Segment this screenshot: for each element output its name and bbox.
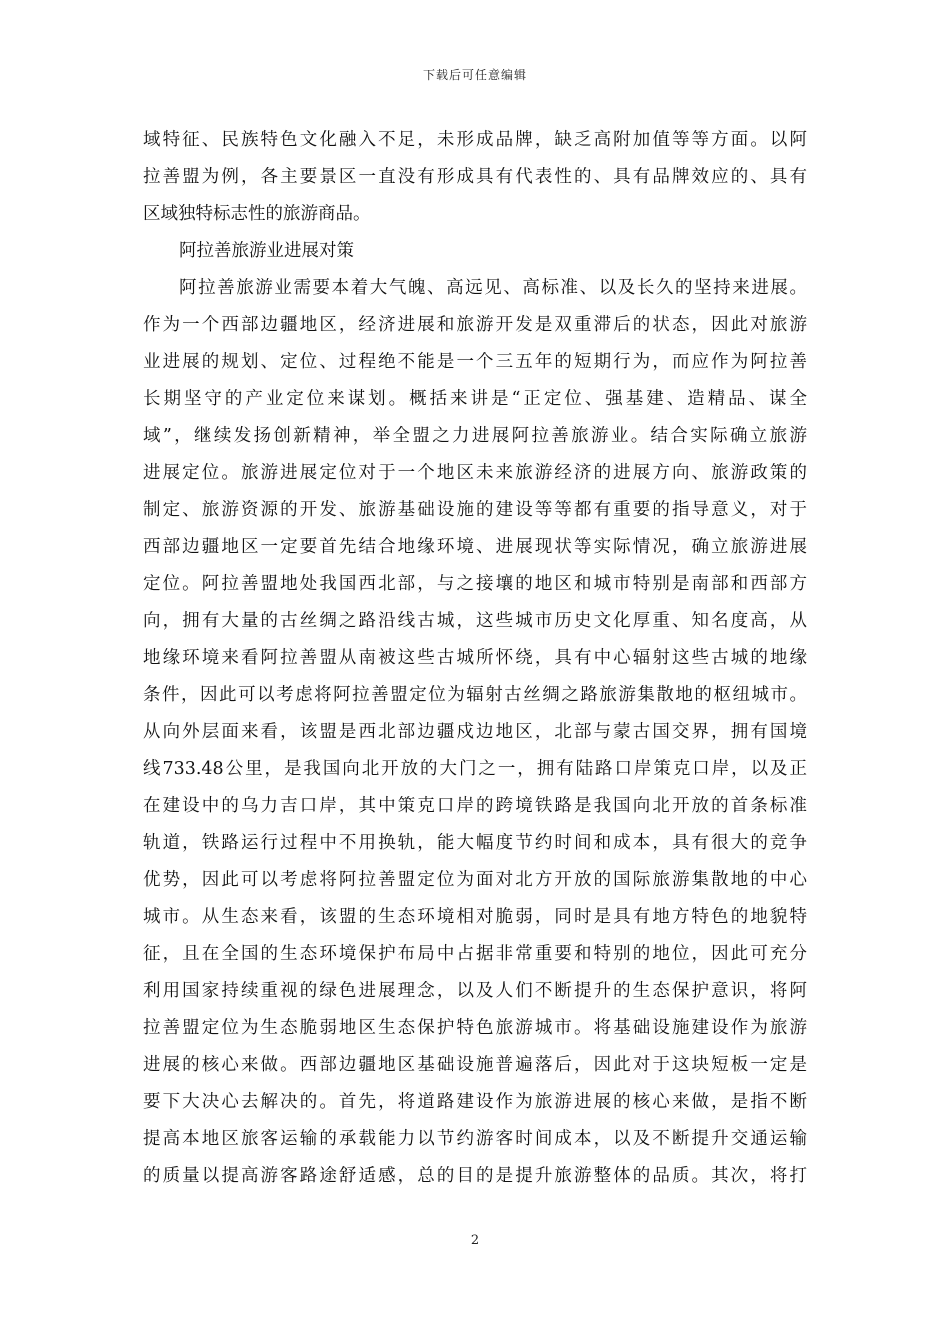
text-line: 城市。从生态来看，该盟的生态环境相对脆弱，同时是具有地方特色的地貌特: [143, 907, 807, 927]
text-line: 进展的核心来做。西部边疆地区基础设施普遍落后，因此对于这块短板一定是: [143, 1055, 807, 1075]
document-body: [143, 122, 807, 1232]
text-line: 拉善盟为例，各主要景区一直没有形成具有代表性的、具有品牌效应的、具有: [143, 167, 807, 187]
text-line: 区域独特标志性的旅游商品。: [143, 204, 371, 224]
page-header: 下载后可任意编辑: [422, 68, 527, 82]
text-line: [143, 1195, 807, 1232]
text-line: 线733.48公里，是我国向北开放的大门之一，拥有陆路口岸策克口岸，以及正: [143, 759, 807, 779]
text-line: 向，拥有大量的古丝绸之路沿线古城，这些城市历史文化厚重、知名度高，从: [143, 611, 807, 631]
text-line: 在建设中的乌力吉口岸，其中策克口岸的跨境铁路是我国向北开放的首条标准: [143, 796, 807, 816]
text-line: 业进展的规划、定位、过程绝不能是一个三五年的短期行为，而应作为阿拉善: [143, 352, 807, 372]
text-line: 西部边疆地区一定要首先结合地缘环境、进展现状等实际情况，确立旅游进展: [143, 537, 807, 557]
text-line: 制定、旅游资源的开发、旅游基础设施的建设等等都有重要的指导意义，对于: [143, 500, 807, 520]
text-line: 阿拉善旅游业需要本着大气魄、高远见、高标准、以及长久的坚持来进展。: [179, 278, 807, 298]
text-line: 提高本地区旅客运输的承载能力以节约游客时间成本，以及不断提升交通运输: [143, 1129, 807, 1149]
text-line: 地缘环境来看阿拉善盟从南被这些古城所怀绕，具有中心辐射这些古城的地缘: [143, 648, 807, 668]
text-line: 要下大决心去解决的。首先，将道路建设作为旅游进展的核心来做，是指不断: [143, 1092, 807, 1112]
text-line: 进展定位。旅游进展定位对于一个地区未来旅游经济的进展方向、旅游政策的: [143, 463, 807, 483]
text-line: 条件，因此可以考虑将阿拉善盟定位为辐射古丝绸之路旅游集散地的枢纽城市。: [143, 685, 807, 705]
section-heading: 阿拉善旅游业进展对策: [179, 241, 354, 261]
text-line: 作为一个西部边疆地区，经济进展和旅游开发是双重滞后的状态，因此对旅游: [143, 315, 807, 335]
text-line: 拉善盟定位为生态脆弱地区生态保护特色旅游城市。将基础设施建设作为旅游: [143, 1018, 807, 1038]
text-line: 优势，因此可以考虑将阿拉善盟定位为面对北方开放的国际旅游集散地的中心: [143, 870, 807, 890]
text-line: 域”，继续发扬创新精神，举全盟之力进展阿拉善旅游业。结合实际确立旅游: [143, 426, 807, 446]
text-line: 轨道，铁路运行过程中不用换轨，能大幅度节约时间和成本，具有很大的竞争: [143, 833, 807, 853]
text-line: 的质量以提高游客路途舒适感，总的目的是提升旅游整体的品质。其次，将打: [143, 1166, 807, 1186]
text-line: 长期坚守的产业定位来谋划。概括来讲是“正定位、强基建、造精品、谋全: [143, 389, 807, 409]
text-line: 域特征、民族特色文化融入不足，未形成品牌，缺乏高附加值等等方面。以阿: [143, 130, 807, 150]
text-line: 征，且在全国的生态环境保护布局中占据非常重要和特别的地位，因此可充分: [143, 944, 807, 964]
page-number: 2: [470, 1233, 480, 1248]
text-line: 定位。阿拉善盟地处我国西北部，与之接壤的地区和城市特别是南部和西部方: [143, 574, 807, 594]
text-line: 利用国家持续重视的绿色进展理念，以及人们不断提升的生态保护意识，将阿: [143, 981, 807, 1001]
text-line: 从向外层面来看，该盟是西北部边疆戍边地区，北部与蒙古国交界，拥有国境: [143, 722, 807, 742]
